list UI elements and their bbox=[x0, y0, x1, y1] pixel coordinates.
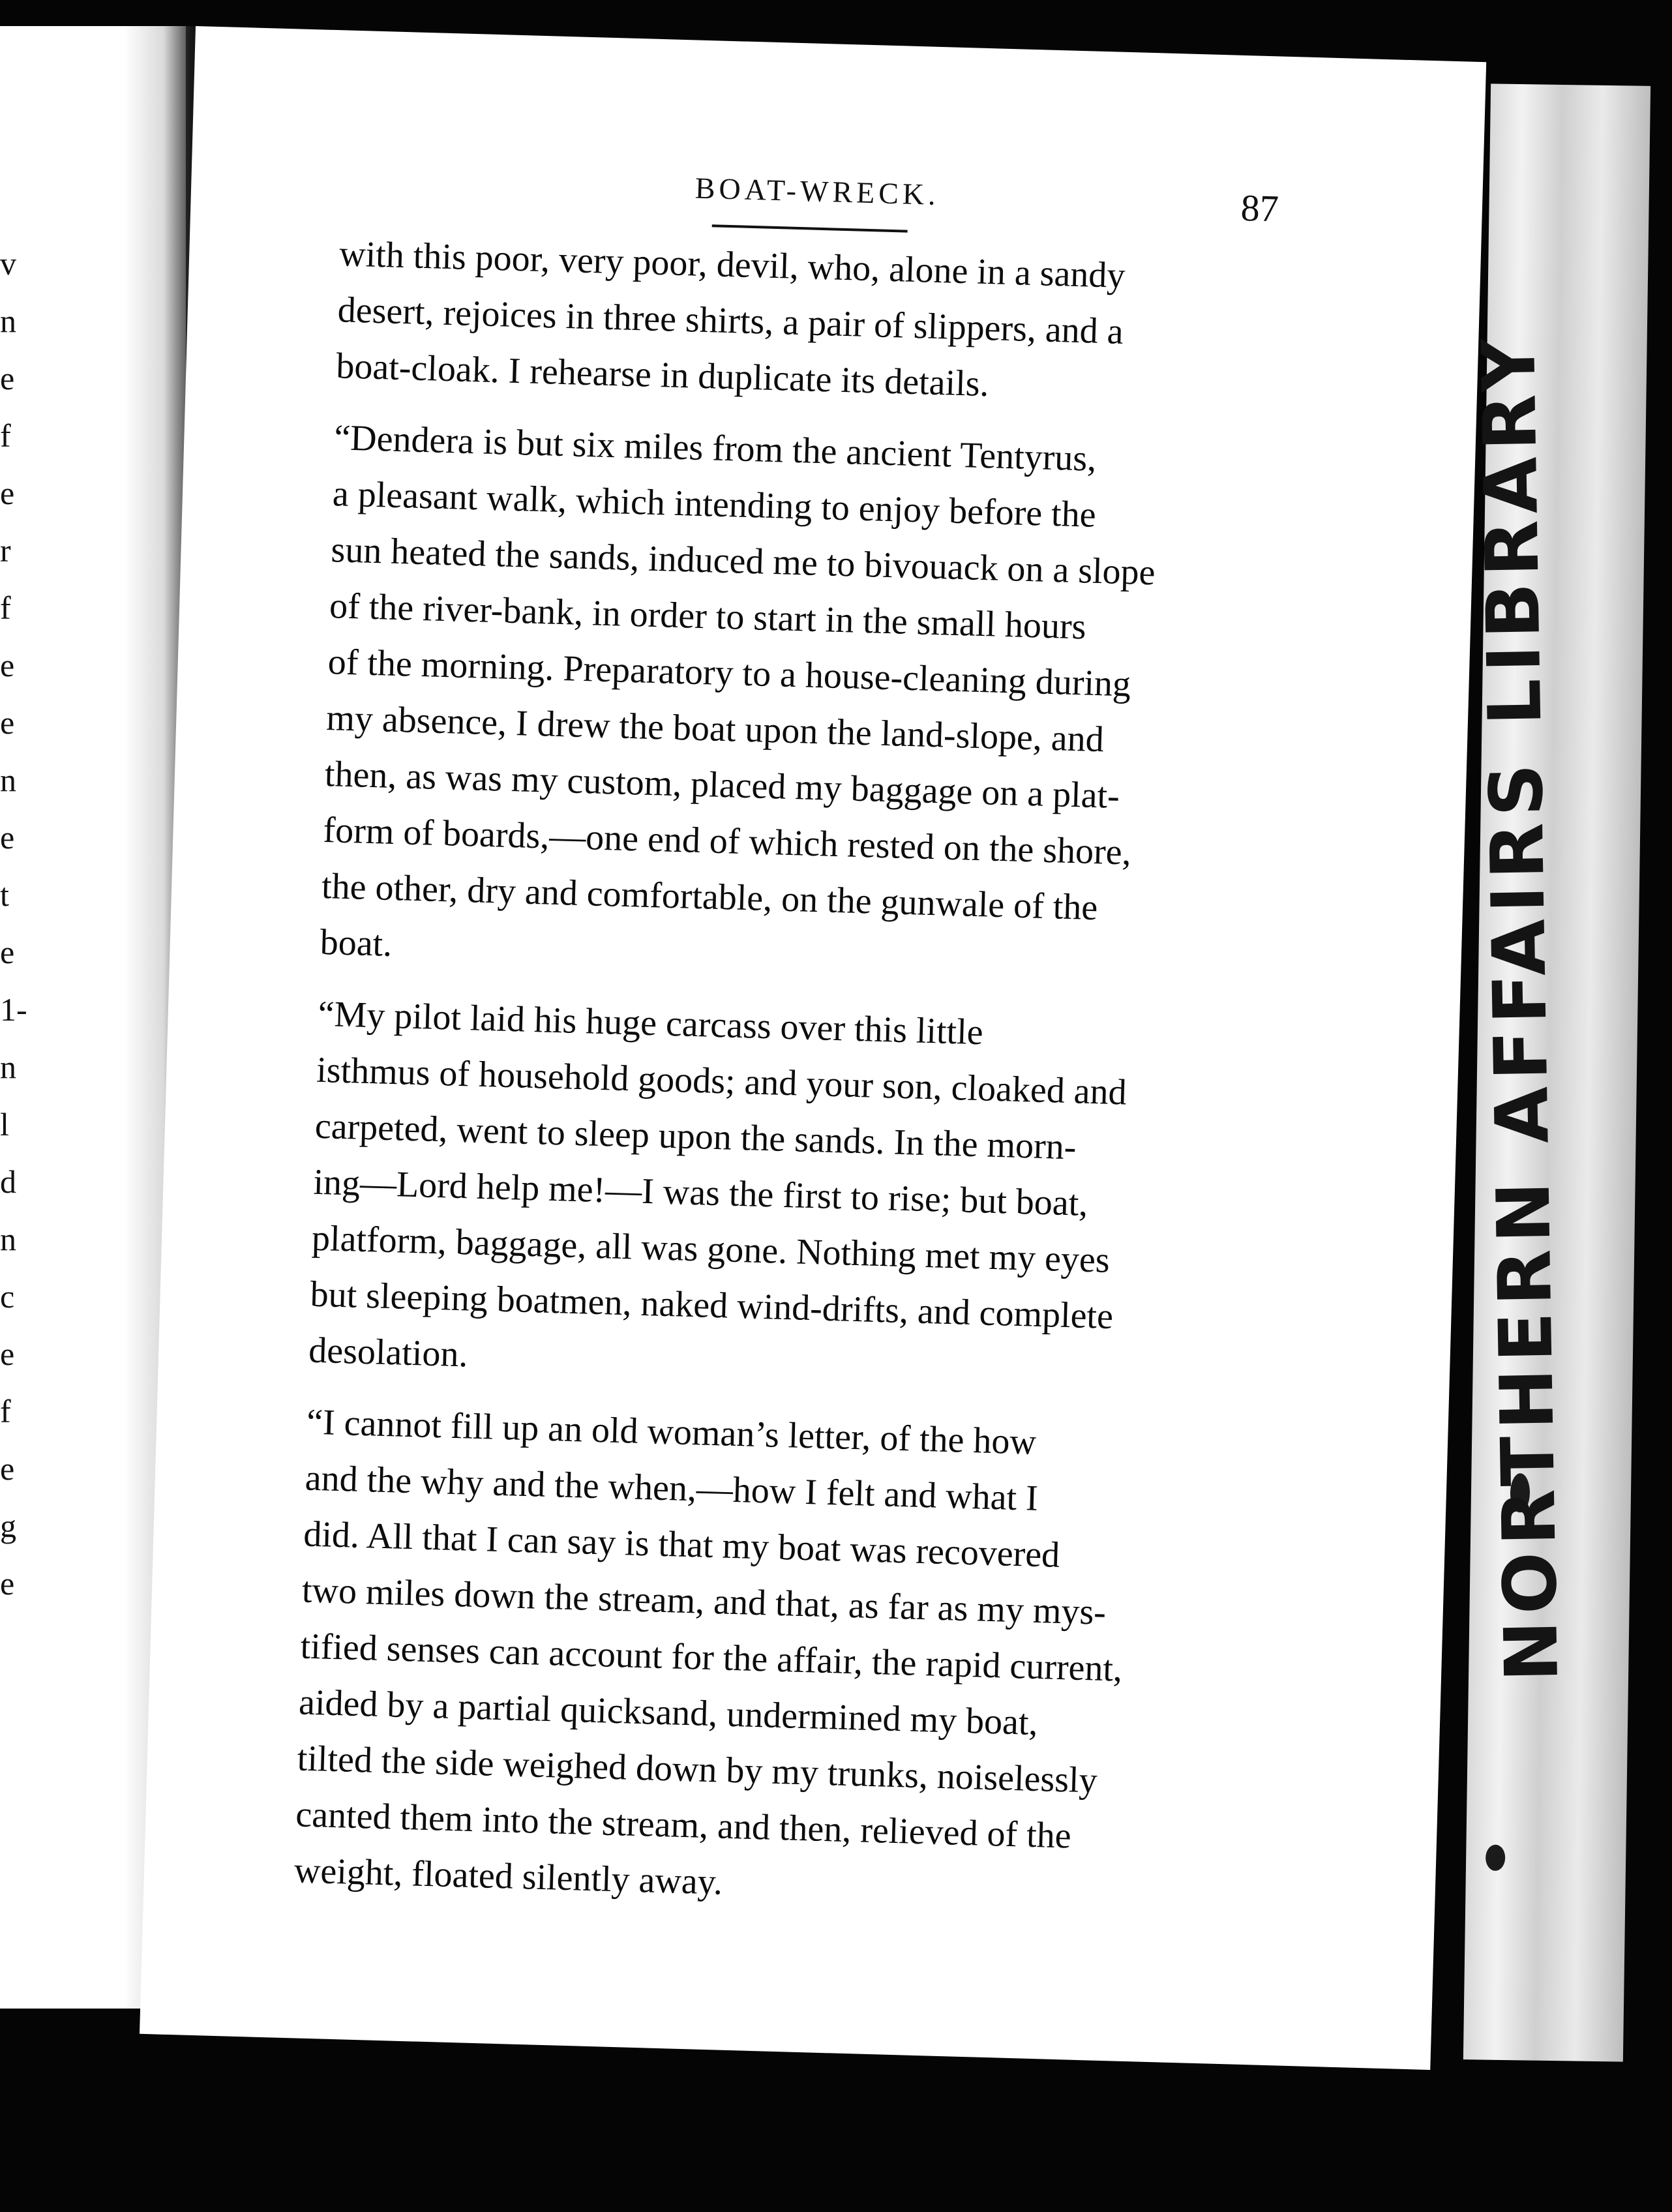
text-line: two miles down the stream, and that, as far as my mys- bbox=[301, 1570, 1107, 1633]
text-line: a pleasant walk, which intending to enjoy before the bbox=[332, 473, 1097, 535]
fragment-letter: n bbox=[0, 1049, 16, 1085]
text-line: but sleeping boatmen, naked wind-drifts, and complete bbox=[309, 1274, 1114, 1338]
fragment-letter: f bbox=[0, 417, 11, 454]
fragment-letter: v bbox=[0, 245, 16, 282]
text-line: of the morning. Preparatory to a house-cleaning during bbox=[327, 642, 1131, 705]
text-line: “I cannot fill up an old woman’s letter, of the how bbox=[306, 1401, 1037, 1463]
text-line: boat. bbox=[319, 921, 393, 964]
text-line: desert, rejoices in three shirts, a pair of slippers, and a bbox=[337, 290, 1124, 352]
fragment-letter: e bbox=[0, 1450, 15, 1487]
text-line: “My pilot laid his huge carcass over this little bbox=[317, 993, 984, 1053]
fragment-letter: n bbox=[0, 762, 16, 798]
text-line: weight, floated silently away. bbox=[293, 1850, 723, 1903]
paragraph bbox=[308, 986, 1231, 1404]
fragment-letter: e bbox=[0, 360, 15, 396]
paragraph bbox=[293, 1394, 1220, 1924]
text-line: tilted the side weighed down by my trunks, noiselessly bbox=[297, 1738, 1098, 1801]
fragment-letter: e bbox=[0, 819, 15, 856]
text-line: carpeted, went to sleep upon the sands. In the morn- bbox=[314, 1105, 1077, 1168]
text-line: canted them into the stream, and then, relieved of the bbox=[295, 1794, 1072, 1857]
text-line: “Dendera is but six miles from the ancient Tentyrus, bbox=[333, 417, 1097, 479]
fragment-letter: r bbox=[0, 532, 11, 569]
text-line: and the why and the when,—how I felt and what I bbox=[305, 1457, 1039, 1519]
text-line: my absence, I drew the boat upon the land-slope, and bbox=[325, 698, 1105, 760]
fragment-letter: l bbox=[0, 1106, 9, 1143]
text-line: aided by a partial quicksand, undermined my boat, bbox=[298, 1682, 1039, 1744]
library-stamp: NORTHERN AFFAIRS LIBRARY bbox=[1466, 331, 1575, 1682]
fragment-letter: e bbox=[0, 1565, 15, 1602]
book-page bbox=[140, 26, 1486, 2070]
fragment-letter: e bbox=[0, 1336, 15, 1372]
text-line: boat-cloak. I rehearse in duplicate its details. bbox=[335, 346, 990, 405]
running-head-rule bbox=[712, 224, 908, 232]
fragment-letter: c bbox=[0, 1278, 15, 1315]
text-line: of the river-bank, in order to start in the small hours bbox=[329, 586, 1087, 648]
text-line: with this poor, very poor, devil, who, alone in a sandy bbox=[338, 233, 1126, 296]
fragment-letter: f bbox=[0, 590, 11, 626]
previous-page-letters bbox=[0, 235, 27, 1612]
fragment-letter: n bbox=[0, 303, 16, 339]
text-line: ing—Lord help me!—I was the first to rise; but boat, bbox=[312, 1161, 1089, 1224]
fragment-letter: e bbox=[0, 704, 15, 741]
fragment-letter: e bbox=[0, 475, 15, 511]
fragment-letter: f bbox=[0, 1393, 11, 1429]
fragment-letter: d bbox=[0, 1163, 16, 1200]
fragment-letter: t bbox=[0, 876, 9, 913]
fragment-letter: 1- bbox=[0, 991, 27, 1028]
text-line: tified senses can account for the affair, the rapid current, bbox=[299, 1626, 1123, 1690]
paragraph bbox=[335, 226, 1253, 419]
fragment-letter: e bbox=[0, 934, 15, 970]
running-head: BOAT-WRECK. bbox=[694, 171, 940, 211]
fragment-letter: g bbox=[0, 1508, 16, 1544]
edge-blemish bbox=[1485, 1845, 1506, 1871]
text-line: sun heated the sands, induced me to bivouack on a slope bbox=[330, 530, 1156, 593]
text-line: the other, dry and comfortable, on the gunwale of the bbox=[321, 865, 1099, 929]
page-number: 87 bbox=[1240, 186, 1279, 230]
text-line: isthmus of household goods; and your son, cloaked and bbox=[316, 1049, 1127, 1113]
text-line: did. All that I can say is that my boat was recovered bbox=[303, 1514, 1061, 1576]
text-line: form of boards,—one end of which rested on the shore, bbox=[322, 809, 1132, 873]
text-line: platform, baggage, all was gone. Nothing met my eyes bbox=[311, 1218, 1111, 1281]
text-line: desolation. bbox=[308, 1330, 469, 1375]
paragraph bbox=[320, 410, 1247, 996]
fragment-letter: n bbox=[0, 1221, 16, 1257]
text-line: then, as was my custom, placed my baggage on a plat- bbox=[324, 753, 1120, 817]
fragment-letter: e bbox=[0, 647, 15, 683]
body-text bbox=[293, 226, 1253, 1939]
